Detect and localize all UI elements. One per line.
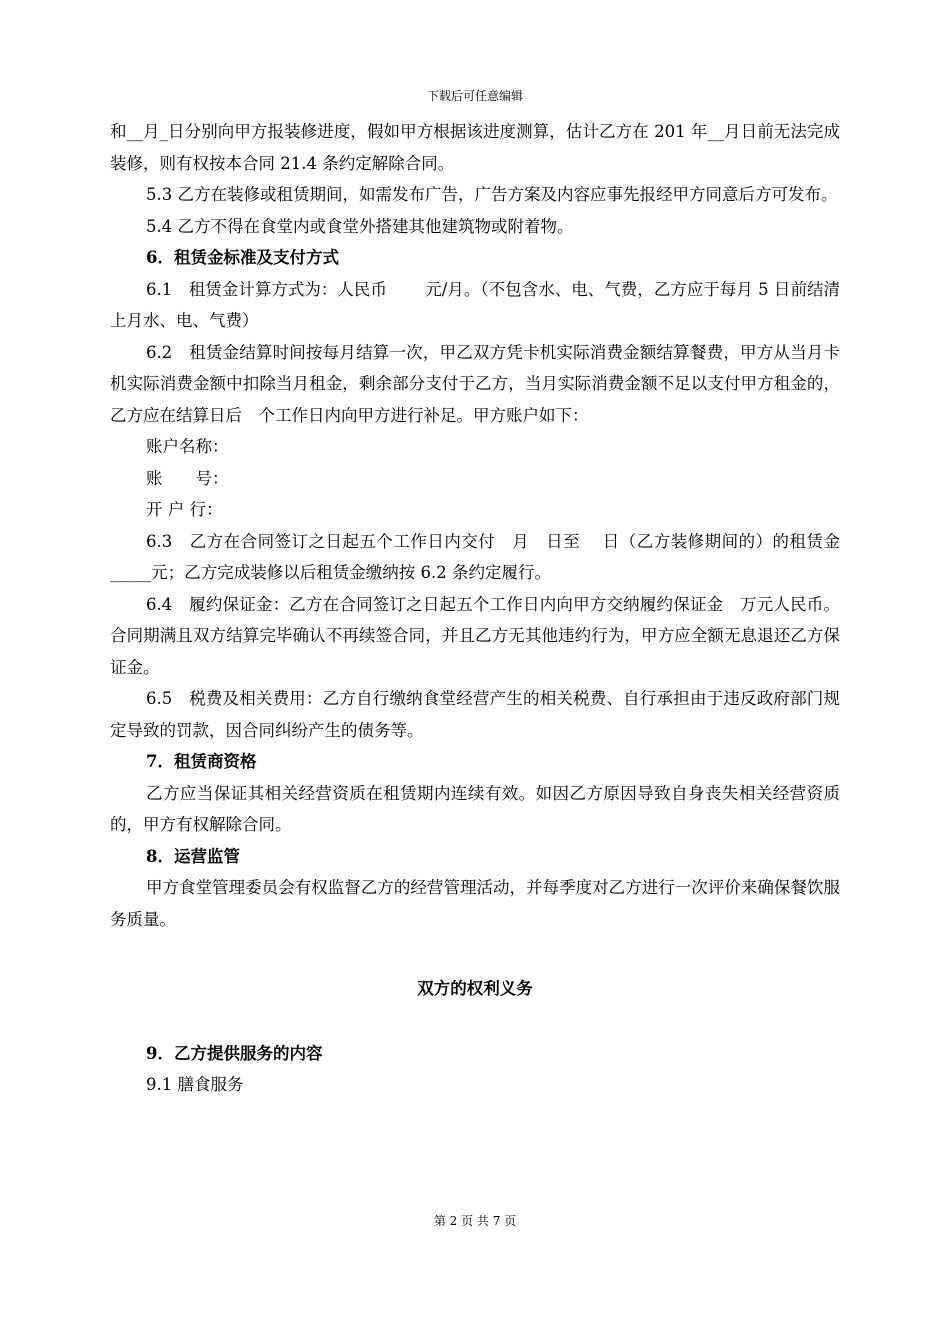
page-footer: 第 2 页 共 7 页 bbox=[433, 1214, 517, 1228]
paragraph-6-3: 6.3 乙方在合同签订之日起五个工作日内交付 月 日至 日（乙方装修期间的）的租赁金_____元；乙方完成装修以后租赁金缴纳按 6.2 条约定履行。 bbox=[110, 531, 840, 582]
paragraph-renovation-progress: 和__月_日分别向甲方报装修进度，假如甲方根据该进度测算，估计乙方在 201 年__月日前无法完成装修，则有权按本合同 21.4 条约定解除合同。 bbox=[110, 122, 840, 173]
paragraph-6-4: 6.4 履约保证金：乙方在合同签订之日起五个工作日内向甲方交纳履约保证金 万元人民币。合同期满且双方结算完毕确认不再续签合同，并且乙方无其他违约行为，甲方应全额无息退还乙方保证金。 bbox=[110, 594, 840, 677]
heading-6: 6．租赁金标准及支付方式 bbox=[146, 248, 339, 267]
paragraph-7: 乙方应当保证其相关经营资质在租赁期内连续有效。如因乙方原因导致自身丧失相关经营资质的，甲方有权解除合同。 bbox=[110, 783, 840, 834]
paragraph-9-1: 9.1 膳食服务 bbox=[146, 1075, 244, 1094]
paragraph-6-1: 6.1 租赁金计算方式为：人民币 元/月。（不包含水、电、气费，乙方应于每月 5 日前结清上月水、电、气费） bbox=[110, 279, 840, 330]
account-number-line: 账 号： bbox=[146, 468, 229, 488]
heading-8: 8．运营监管 bbox=[146, 846, 240, 866]
heading-9: 9．乙方提供服务的内容 bbox=[146, 1043, 323, 1063]
account-name-line: 账户名称： bbox=[146, 437, 229, 456]
heading-7: 7．租赁商资格 bbox=[146, 752, 257, 771]
paragraph-6-2: 6.2 租赁金结算时间按每月结算一次，甲乙双方凭卡机实际消费金额结算餐费，甲方从当月卡机实际消费金额中扣除当月租金，剩余部分支付于乙方，当月实际消费金额不足以支付甲方租金的，乙方应在结算日后 个工作日内向甲方进行补足。甲方账户如下： bbox=[110, 342, 840, 425]
paragraph-8: 甲方食堂管理委员会有权监督乙方的经营管理活动，并每季度对乙方进行一次评价来确保餐饮服务质量。 bbox=[110, 878, 840, 929]
paragraph-6-5: 6.5 税费及相关费用：乙方自行缴纳食堂经营产生的相关税费、自行承担由于违反政府部门规定导致的罚款，因合同纠纷产生的债务等。 bbox=[110, 689, 840, 740]
paragraph-5-3: 5.3 乙方在装修或租赁期间，如需发布广告，广告方案及内容应事先报经甲方同意后方可发布。 bbox=[146, 185, 838, 204]
account-bank-line: 开 户 行： bbox=[146, 500, 223, 519]
page-header: 下载后可任意编辑 bbox=[426, 89, 523, 103]
paragraph-5-4: 5.4 乙方不得在食堂内或食堂外搭建其他建筑物或附着物。 bbox=[146, 216, 574, 236]
section-title: 双方的权利义务 bbox=[417, 979, 533, 998]
document-body bbox=[110, 116, 840, 1101]
